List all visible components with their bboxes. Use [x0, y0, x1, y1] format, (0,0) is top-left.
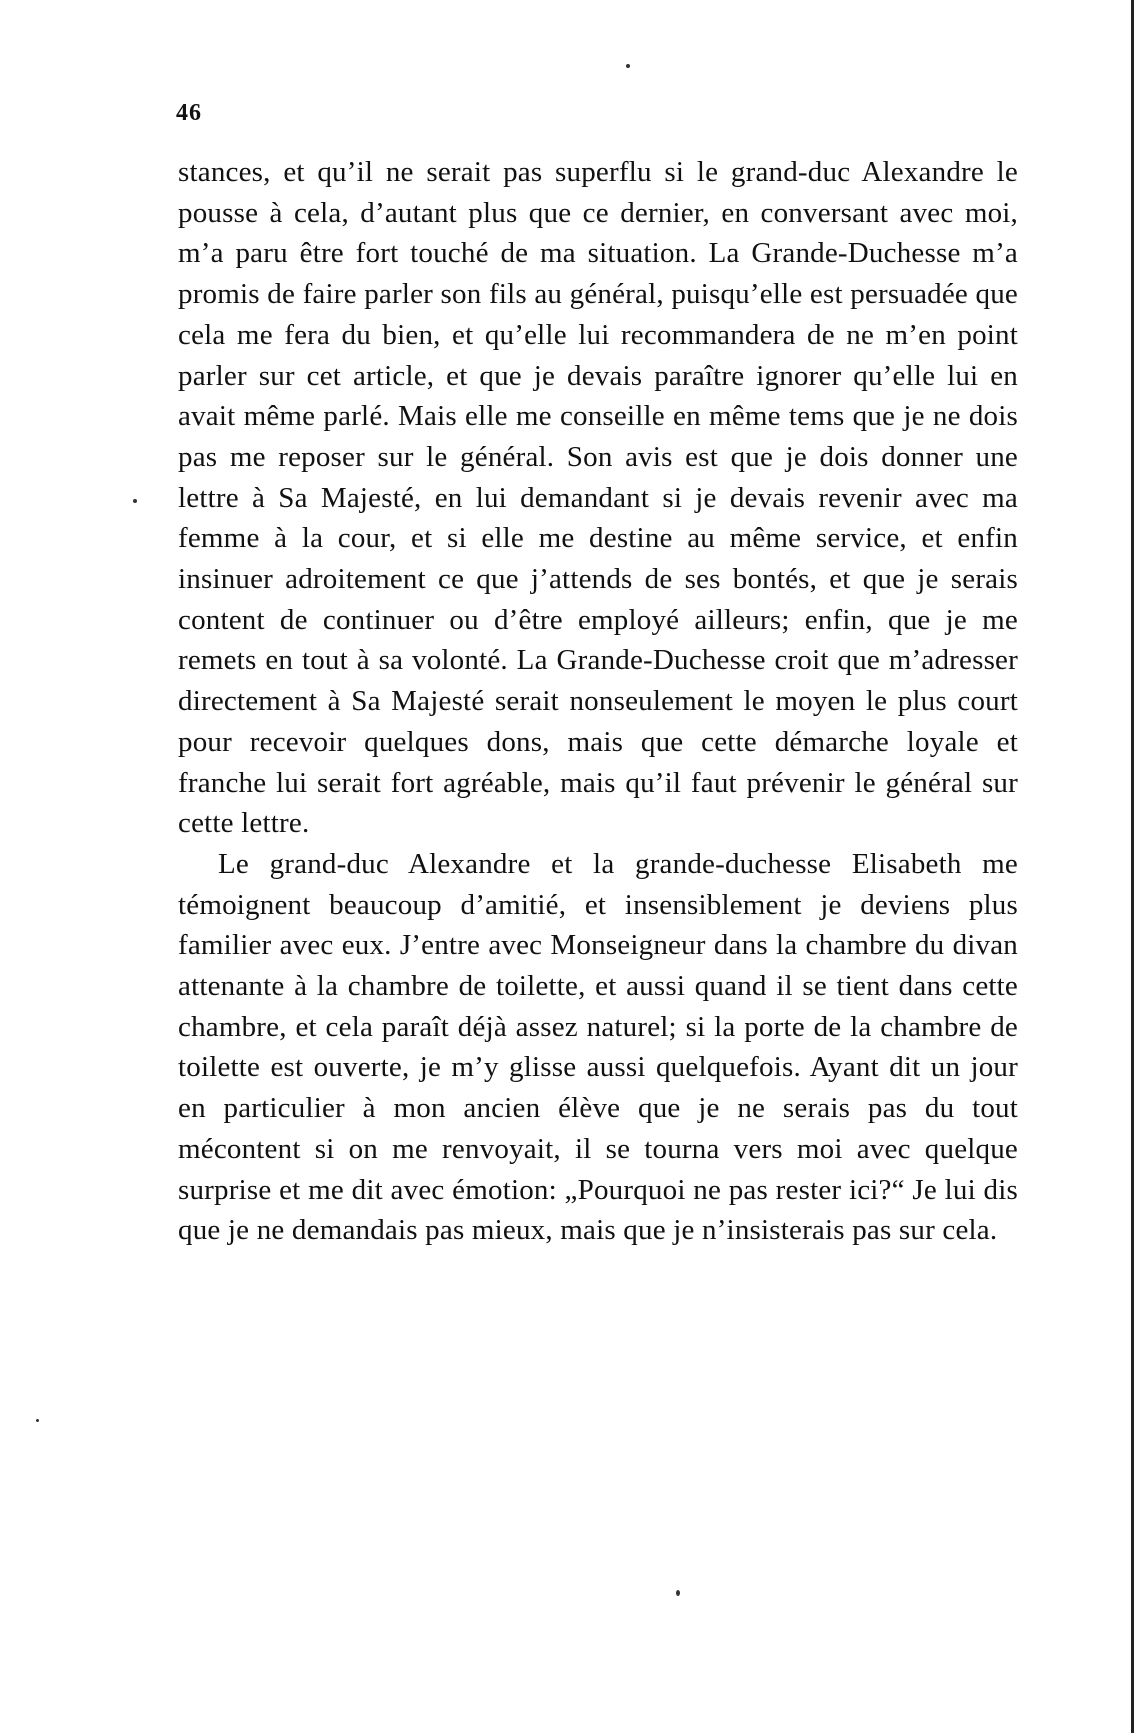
- page-edge-line: [1131, 0, 1134, 1733]
- scan-speck: [626, 64, 630, 68]
- scan-speck: [676, 1590, 680, 1596]
- scan-speck: [36, 1419, 39, 1422]
- paragraph: stances, et qu’il ne serait pas superflu si le grand-duc Alexandre le pousse à cela, d’autant plus que ce dernier, en conversant avec moi, m’a paru être fort touché de ma situation. La Grande-Duchesse m’a promis de faire parler son fils au général, puisqu’elle est persuadée que cela me fera du bien, et qu’elle lui recommandera de ne m’en point parler sur cet article, et que je devais paraître ignorer qu’elle lui en avait même parlé. Mais elle me conseille en même tems que je ne dois pas me reposer sur le général. Son avis est que je dois donner une lettre à Sa Majesté, en lui demandant si je devais revenir avec ma femme à la cour, et si elle me destine au même service, et enfin insinuer adroitement ce que j’attends de ses bontés, et que je serais content de continuer ou d’être employé ailleurs; enfin, que je me remets en tout à sa volonté. La Grande-Duchesse croit que m’adresser directement à Sa Majesté serait nonseulement le moyen le plus court pour recevoir quelques dons, mais que cette démarche loyale et franche lui serait fort agréable, mais qu’il faut prévenir le général sur cette lettre.: [178, 156, 1018, 840]
- paragraph: Le grand-duc Alexandre et la grande-duchesse Elisabeth me témoignent beaucoup d’amitié, et insensiblement je deviens plus familier avec eux. J’entre avec Monseigneur dans la chambre du divan attenante à la chambre de toilette, et aussi quand il se tient dans cette chambre, et cela paraît déjà assez naturel; si la porte de la chambre de toilette est ouverte, je m’y glisse aussi quelquefois. Ayant dit un jour en particulier à mon ancien élève que je ne serais pas du tout mécontent si on me renvoyait, il se tourna vers moi avec quelque surprise et me dit avec émotion: „Pourquoi ne pas rester ici?“ Je lui dis que je ne demandais pas mieux, mais que je n’insisterais pas sur cela.: [178, 847, 1018, 1247]
- scan-speck: [133, 499, 137, 503]
- body-text: [178, 152, 1018, 1251]
- page-number: 46: [176, 100, 202, 126]
